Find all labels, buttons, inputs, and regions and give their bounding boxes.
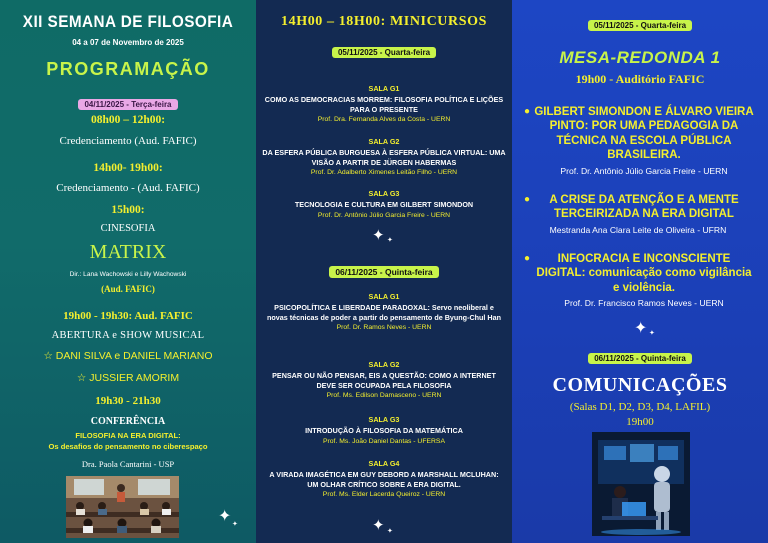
talk-title: A CRISE DA ATENÇÃO E A MENTE TERCEIRIZADA NA ERA DIGITAL [549,194,739,221]
session-block [256,415,512,445]
slot2-time: 14h00- 19h00: [93,162,163,174]
sparkle-icon: ✦ [372,517,385,534]
classroom-photo [66,476,179,538]
communications-rooms: (Salas D1, D2, D3, D4, LAFIL) [569,401,711,413]
session-block [256,292,512,331]
column-round-table [512,0,768,543]
film-venue: (Aud. FAFIC) [101,284,155,294]
column-minicourses [256,0,512,543]
day2-badge: 06/11/2025 - Quinta-feira [588,353,692,364]
conference-title-line-1: FILOSOFIA NA ERA DIGITAL: [75,431,181,440]
room-label: SALA G4 [368,459,400,468]
slot1-time: 08h00 – 12h00: [90,114,166,126]
sparkle-icon: ✦ [218,508,232,525]
room-label: SALA G3 [368,415,400,424]
room-label: SALA G2 [368,137,400,146]
day1-badge: 05/11/2025 - Quarta-feira [588,20,692,31]
talk-item [512,252,768,308]
sparkle-icon: ✦ [634,320,648,337]
session-professor: Prof. Dr. Antônio Júlio Garcia Freire - UERN [317,211,451,219]
program-heading: PROGRAMAÇÃO [46,59,210,79]
session-professor: Prof. Dra. Fernanda Alves da Costa - UERN [317,116,451,124]
slot1-text: Credenciamento (Aud. FAFIC) [59,135,197,147]
room-label: SALA G1 [368,292,400,301]
event-title: XII SEMANA DE FILOSOFIA [22,12,234,31]
day1-badge-row [256,42,512,60]
talk-item [512,193,768,235]
day1-badge-row [512,15,768,33]
talk-speaker: Mestranda Ana Clara Leite de Oliveira - UFRN [549,224,727,235]
conference-label: CONFERÊNCIA [90,416,166,427]
room-label: SALA G3 [368,189,400,198]
cinesofia-label: CINESOFIA [100,223,156,234]
session-professor: Prof. Dr. Ramos Neves - UERN [336,324,432,332]
sparkle-icon: ✦ [372,227,385,244]
session-block [256,189,512,219]
day2-badge-row [512,348,768,366]
session-block [256,84,512,123]
session-title: PENSAR OU NÃO PENSAR, EIS A QUESTÃO: COMO A INTERNET DEVE SER OCUPADA PELA FILOSOFIA [272,371,496,390]
talk-title: GILBERT SIMONDON E ÁLVARO VIEIRA PINTO: POR UMA PEDAGOGIA DA TÉCNICA NA ESCOLA PÚBLICA BRASILEIRA. [534,106,754,162]
session-professor: Prof. Dr. Adalberto Ximenes Leitão Filho - UERN [310,169,458,177]
conference-time: 19h30 - 21h30 [95,395,161,407]
session-title: TECNOLOGIA E CULTURA EM GILBERT SIMONDON [294,200,474,209]
column-opening-day [0,0,256,543]
film-title: MATRIX [89,241,167,263]
day-badge: 04/11/2025 - Terça-feira [78,99,177,110]
mesa-time: 19h00 - Auditório FAFIC [575,72,705,86]
session-professor: Prof. Ms. João Daniel Dantas - UFERSA [322,437,445,445]
conference-title-line-2: Os desafios do pensamento no ciberespaço [48,442,208,451]
event-dates: 04 a 07 de Novembro de 2025 [72,38,184,47]
session-block [256,137,512,176]
talk-speaker: Prof. Dr. Francisco Ramos Neves - UERN [564,298,724,309]
opening-text: ABERTURA e SHOW MUSICAL [51,330,205,341]
minicourses-heading [256,14,512,30]
bullet-icon: ● [524,106,531,117]
session-block [256,360,512,399]
conference-speaker: Dra. Paola Cantarini - USP [81,459,175,469]
mesa-title: MESA-REDONDA 1 [559,48,721,67]
talk-item [512,105,768,176]
room-label: SALA G1 [368,84,400,93]
session-block [256,459,512,498]
day2-badge-row [256,262,512,280]
bullet-icon: ● [524,194,531,205]
sparkle-icon: ✦ [387,528,393,535]
day2-badge: 06/11/2025 - Quinta-feira [329,266,438,278]
artists-line-1: ☆ DANI SILVA e DANIEL MARIANO [43,350,213,362]
sparkle-icon: ✦ [232,521,238,528]
sparkle-icon: ✦ [649,330,655,337]
sparkle-icon: ✦ [387,237,393,244]
session-professor: Prof. Ms. Elder Lacerda Queiroz - UERN [322,491,446,499]
talk-title: INFOCRACIA E INCONSCIENTE DIGITAL: comunicação como vigilância e violência. [536,253,752,294]
session-title: A VIRADA IMAGÉTICA EM GUY DEBORD A MARSHALL MCLUHAN: UM OLHAR CRÍTICO SOBRE A ERA DIGITAL. [269,470,499,489]
slot3-time: 15h00: [111,204,145,216]
bullet-icon: ● [524,253,531,264]
film-directors: Dir.: Lana Wachowski e Lilly Wachowski [69,271,187,278]
talk-speaker: Prof. Dr. Antônio Júlio Garcia Freire - UERN [560,165,728,176]
session-title: DA ESFERA PÚBLICA BURGUESA À ESFERA PÚBLICA VIRTUAL: UMA VISÃO A PARTIR DE JÜRGEN HABERMAS [262,148,506,167]
session-title: COMO AS DEMOCRACIAS MORREM: FILOSOFIA POLÍTICA E LIÇÕES PARA O PRESENTE [264,95,504,114]
session-professor: Prof. Ms. Edilson Damasceno - UERN [326,392,442,400]
day-badge-row [0,94,256,112]
minicourses-heading-text: 14H00 – 18H00: MINICURSOS [281,14,487,29]
day1-badge: 05/11/2025 - Quarta-feira [332,47,436,58]
communications-time: 19h00 [626,416,654,428]
room-label: SALA G2 [368,360,400,369]
opening-time: 19h00 - 19h30: Aud. FAFIC [63,310,193,322]
slot2-text: Credenciamento - (Aud. FAFIC) [56,182,200,194]
robot-illustration [592,432,690,536]
session-title: PSICOPOLÍTICA E LIBERDADE PARADOXAL: Servo neoliberal e novas técnicas de poder a partir do pensamento de Byung-Chul Han [266,303,502,322]
session-title: INTRODUÇÃO À FILOSOFIA DA MATEMÁTICA [305,426,463,435]
communications-title: COMUNICAÇÕES [552,374,728,396]
artists-line-2: ☆ JUSSIER AMORIM [76,372,180,384]
